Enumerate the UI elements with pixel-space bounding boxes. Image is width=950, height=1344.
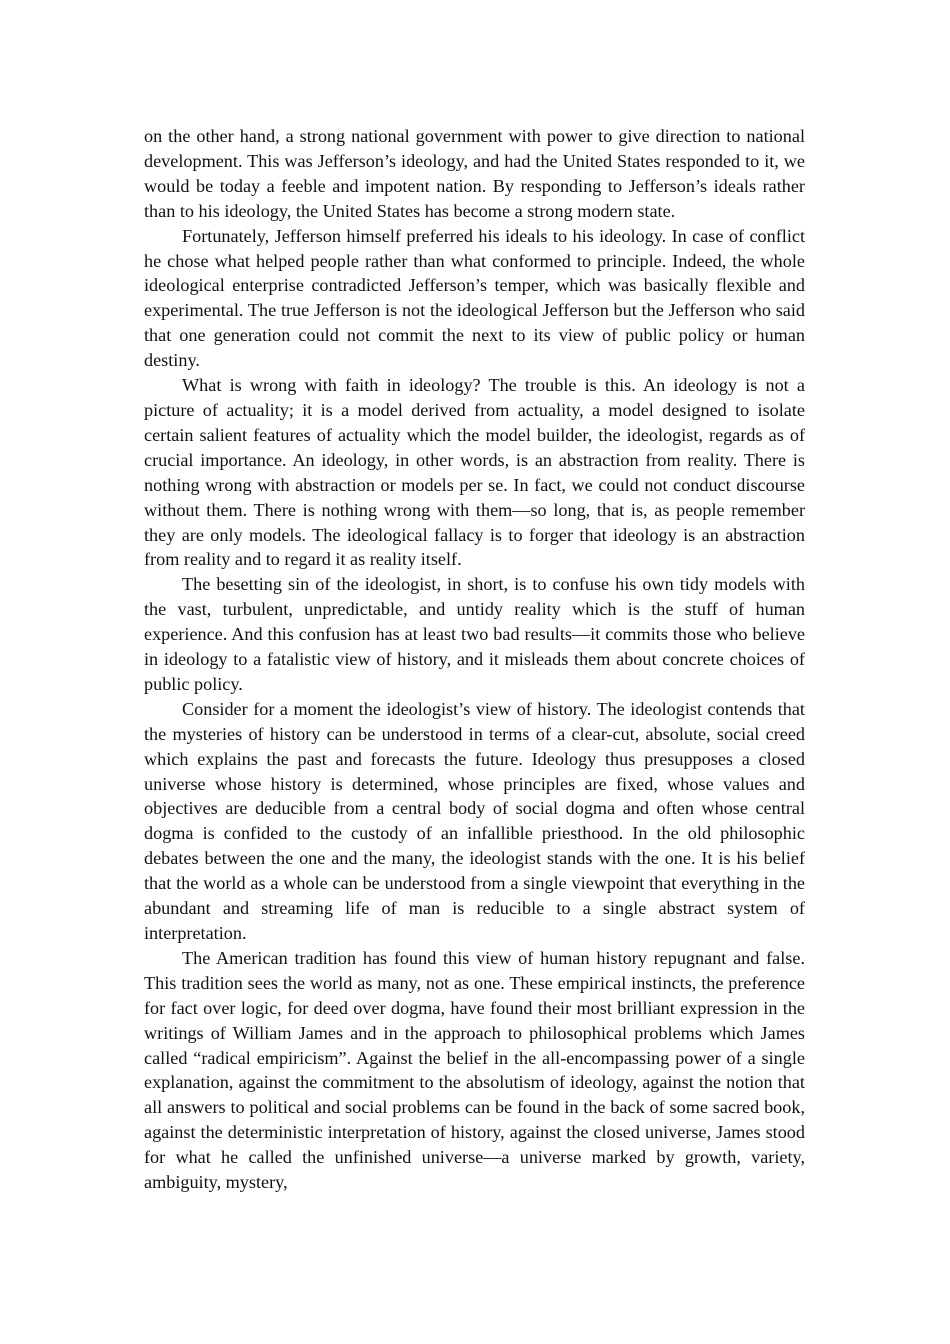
paragraph-4: The besetting sin of the ideologist, in short, is to confuse his own tidy models with the vast, turbulent, unpredictable, and untidy reality which is the stuff of human experience. And this confusion has at least two bad results—it commits those who believe in ideology to a fatalistic view of history, and it misleads them about concrete choices of public policy. [144,574,805,694]
document-page [144,124,805,1195]
paragraph-6: The American tradition has found this view of human history repugnant and false. This tradition sees the world as many, not as one. These empirical instincts, the preference for fact over logic, for deed over dogma, have found their most brilliant expression in the writings of William James and in the approach to philosophical problems which James called “radical empiricism”. Against the belief in the all-encompassing power of a single explanation, against the commitment to the absolutism of ideology, against the notion that all answers to political and social problems can be found in the back of some sacred book, against the deterministic interpretation of history, against the closed universe, James stood for what he called the unfinished universe—a universe marked by growth, variety, ambiguity, mystery, [144,947,805,1193]
paragraph-5: Consider for a moment the ideologist’s view of history. The ideologist contends that the mysteries of history can be understood in terms of a clear-cut, absolute, social creed which explains the past and forecasts the future. Ideology thus presupposes a closed universe whose history is determined, whose principles are fixed, whose values and objectives are deducible from a central body of social dogma and often whose central dogma is confided to the custody of an infallible priesthood. In the old philosophic debates between the one and the many, the ideologist stands with the one. It is his belief that the world as a whole can be understood from a single viewpoint that everything in the abundant and streaming life of man is reducible to a single abstract system of interpretation. [144,698,805,943]
paragraph-2: Fortunately, Jefferson himself preferred his ideals to his ideology. In case of conflict he chose what helped people rather than what conformed to principle. Indeed, the whole ideological enterprise contradicted Jefferson’s temper, which was basically flexible and experimental. The true Jefferson is not the ideological Jefferson but the Jefferson who said that one generation could not commit the next to its view of public policy or human destiny. [144,225,805,371]
paragraph-3: What is wrong with faith in ideology? The trouble is this. An ideology is not a picture of actuality; it is a model derived from actuality, a model designed to isolate certain salient features of actuality which the model builder, the ideologist, regards as of crucial importance. An ideology, in other words, is an abstraction from reality. There is nothing wrong with abstraction or models per se. In fact, we could not conduct discourse without them. There is nothing wrong with them—so long, that is, as people remember they are only models. The ideological fallacy is to forger that ideology is an abstraction from reality and to regard it as reality itself. [144,375,805,570]
paragraph-1: on the other hand, a strong national government with power to give direction to national development. This was Jefferson’s ideology, and had the United States responded to it, we would be today a feeble and impotent nation. By responding to Jefferson’s ideals rather than to his ideology, the United States has become a strong modern state. [144,126,805,221]
